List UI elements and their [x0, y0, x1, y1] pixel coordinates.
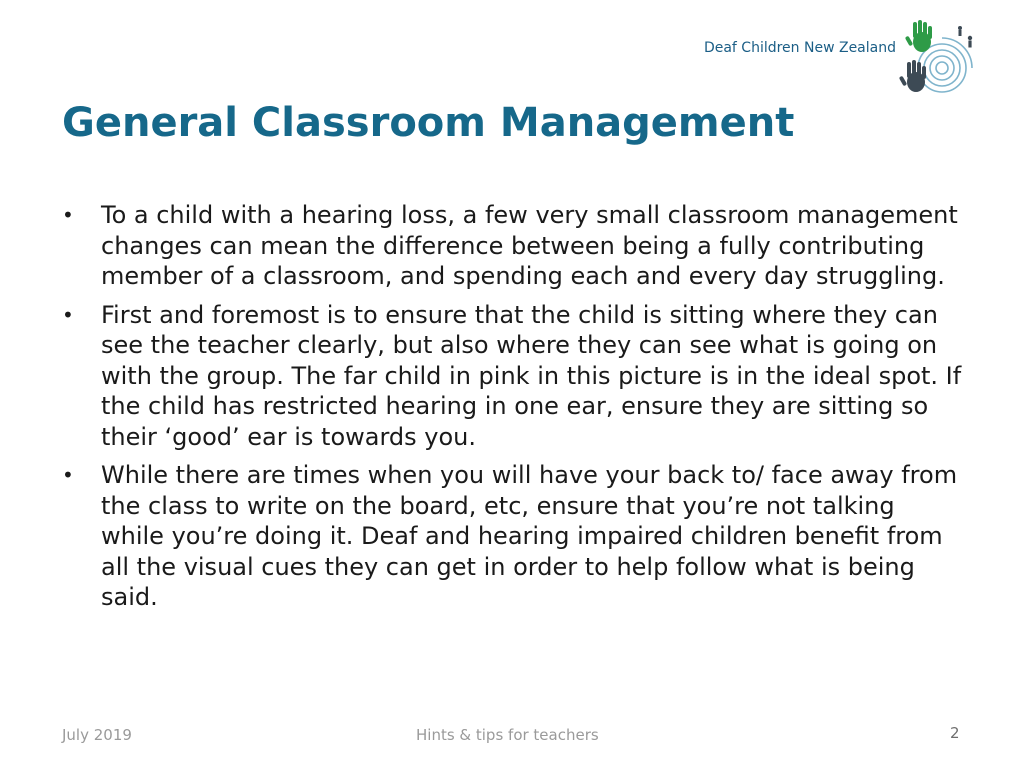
page-number: 2	[950, 724, 960, 742]
slide-title: General Classroom Management	[62, 100, 795, 146]
bullet-marker: •	[62, 203, 74, 227]
bullet-marker: •	[62, 463, 74, 487]
bullet-item	[62, 200, 962, 292]
bullet-text: First and foremost is to ensure that the child is sitting where they can see the teacher clearly, but also where they can see what is going on with the group. The far child in pink in this picture is in the ideal spot. If the child has restricted hearing in one ear, ensure they are sitting so their ‘good’ ear is towards you.	[101, 300, 962, 451]
hands-spiral-logo-icon	[898, 18, 980, 106]
footer-title: Hints & tips for teachers	[416, 726, 599, 744]
bullet-marker: •	[62, 302, 74, 327]
bullet-text: While there are times when you will have your back to/ face away from the class to write on the board, etc, ensure that you’re not talking while you’re doing it. Deaf and hearing impaired children benefit from all the visual cues they can get in order to help follow what is being said.	[101, 461, 958, 611]
footer-date: July 2019	[62, 726, 132, 744]
bullet-item	[62, 300, 962, 453]
bullet-item	[62, 460, 962, 613]
bullet-list	[62, 200, 962, 621]
org-name: Deaf Children New Zealand	[703, 40, 896, 56]
bullet-text: To a child with a hearing loss, a few very small classroom management changes can mean the difference between being a fully contributing member of a classroom, and spending each and every day struggling.	[101, 201, 958, 290]
